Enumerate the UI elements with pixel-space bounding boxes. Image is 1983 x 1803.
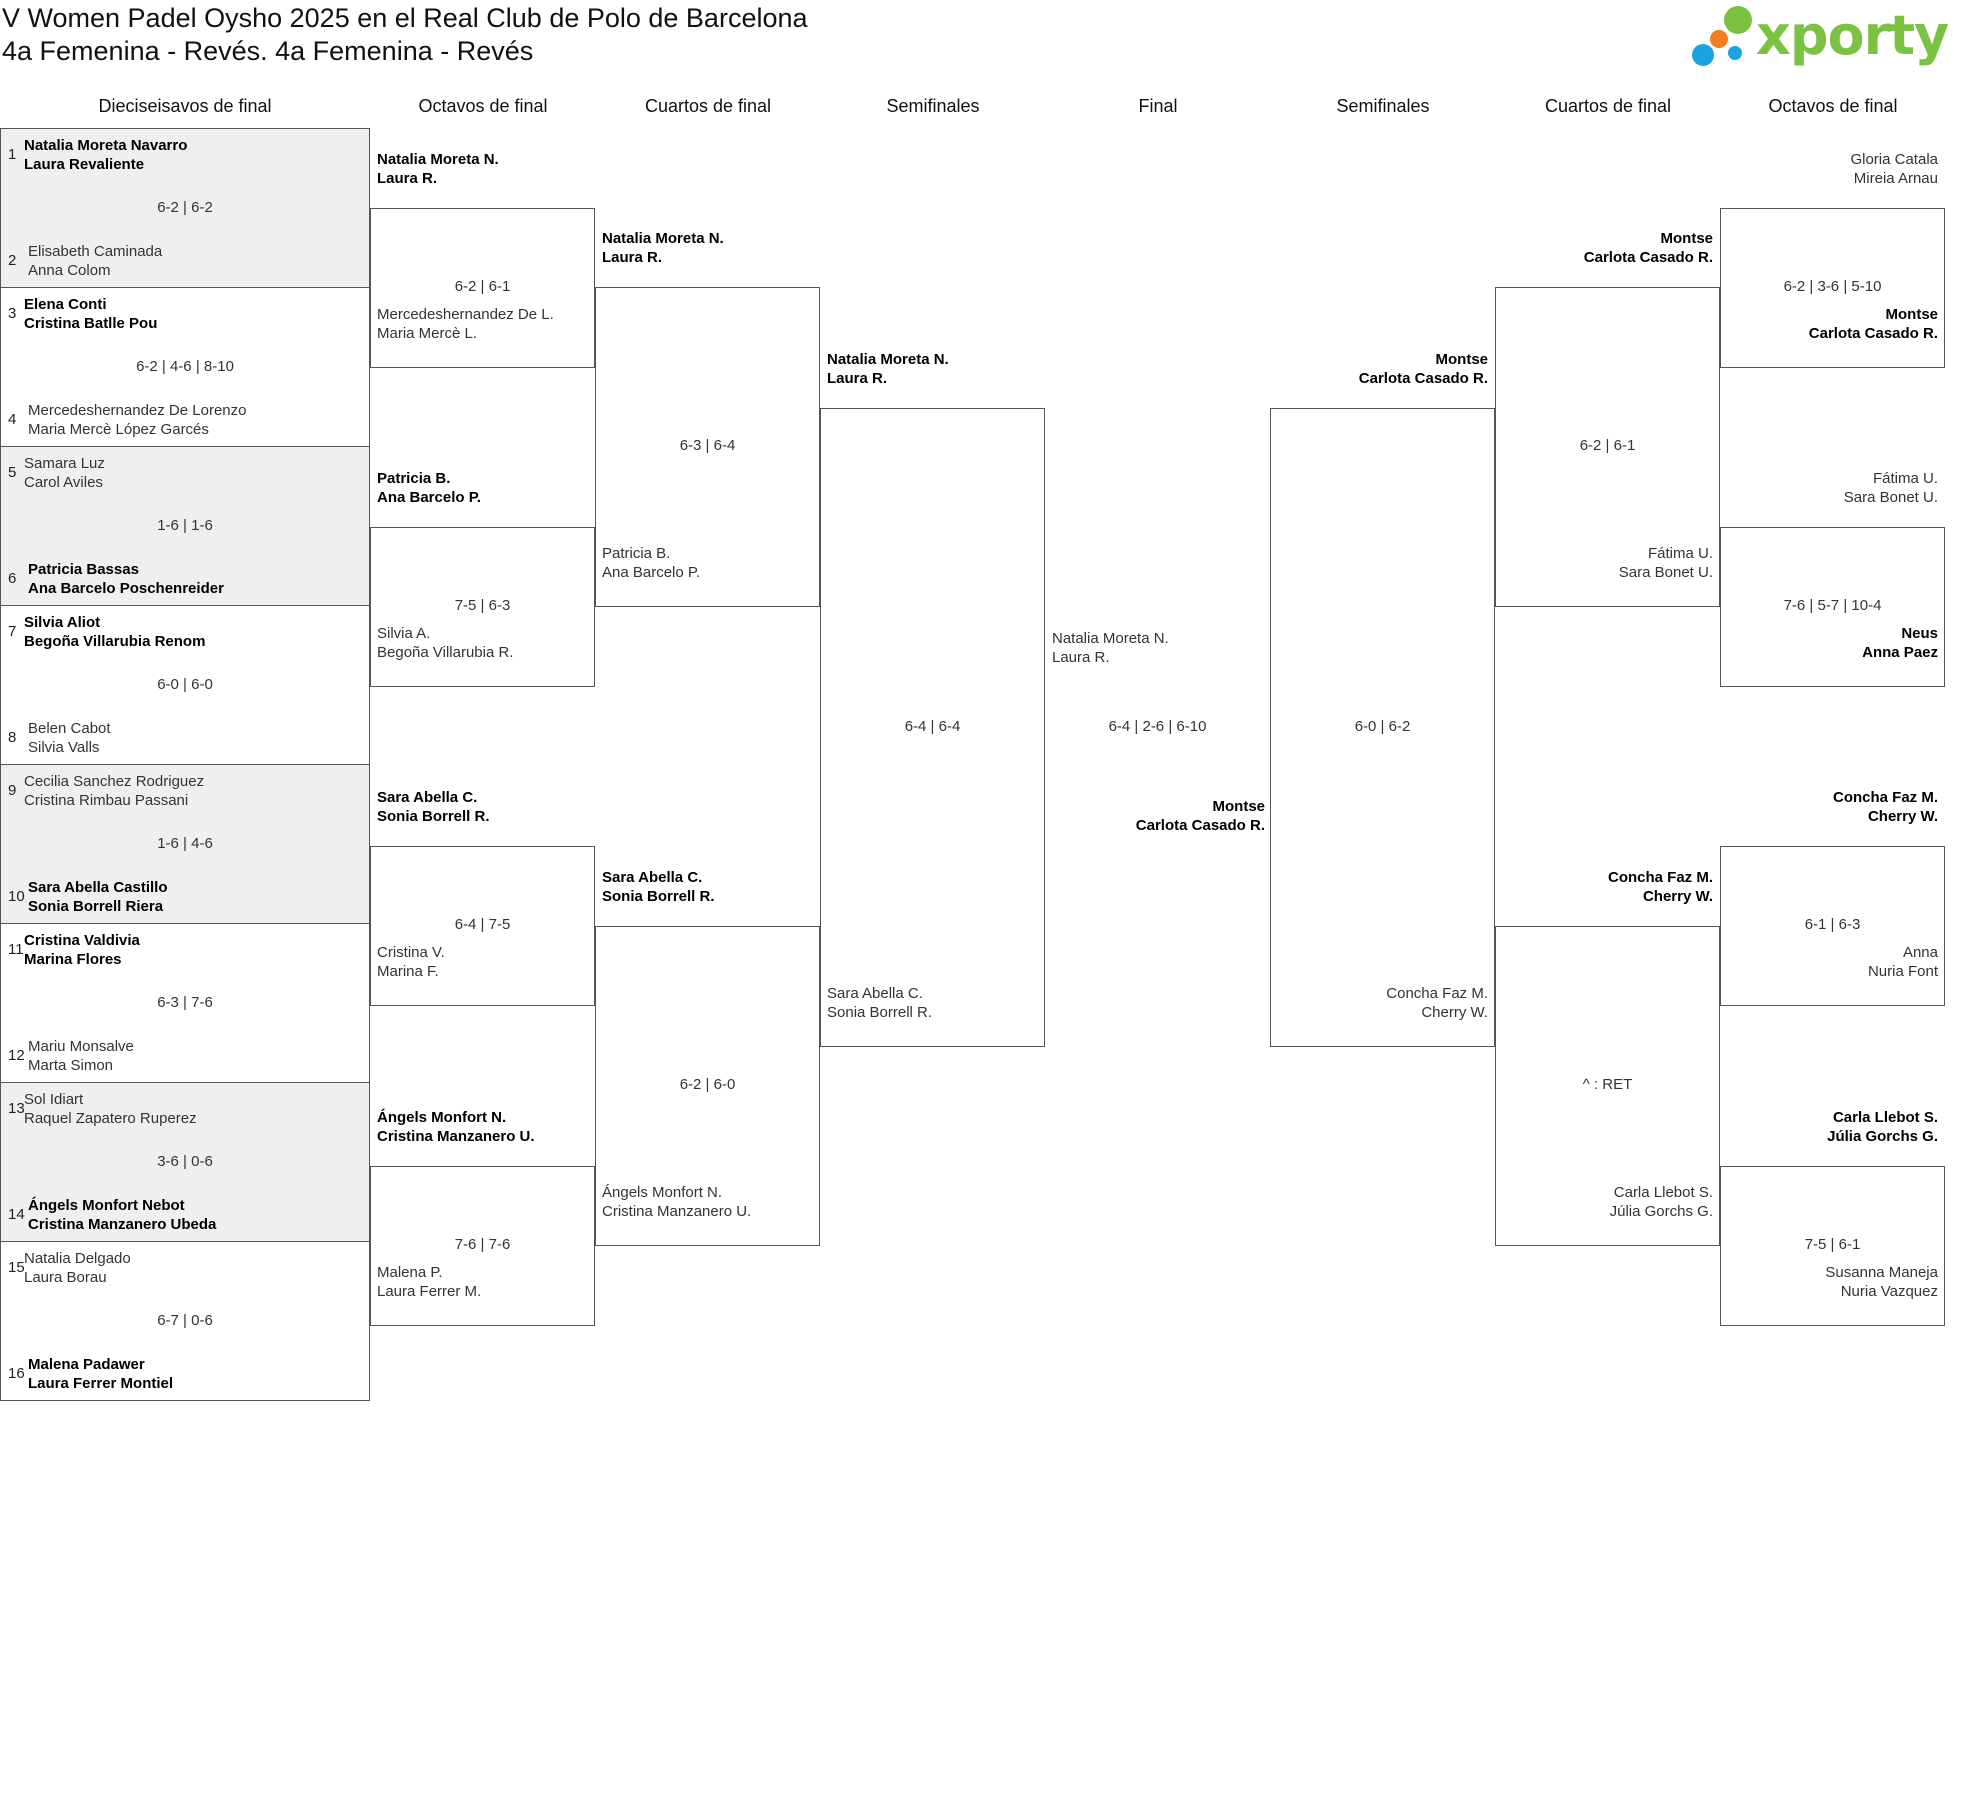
player-name: Patricia B. [602,544,671,562]
player-name: Gloria Catala [1850,150,1938,168]
player-name: Mercedeshernandez De Lorenzo [28,402,247,419]
match-score: 3-6 | 0-6 [157,1153,213,1170]
match-score: 6-4 | 7-5 [454,916,511,933]
player-name: Sara Abella C. [602,868,703,886]
player-name: Montse [1435,351,1488,368]
player-name: Fátima U. [1647,544,1713,562]
player-name: Ángels Monfort N. [377,1108,507,1126]
player-name: Begoña Villarubia Renom [24,633,206,650]
match-score: 6-2 | 6-0 [679,1076,736,1093]
match-score: 6-3 | 7-6 [157,994,213,1011]
round-header: Cuartos de final [644,96,772,116]
player-name: Sonia Borrell Riera [28,898,164,915]
logo-dot-green [1724,6,1752,34]
player-name: Samara Luz [24,455,105,472]
player-name: Natalia Moreta N. [377,150,499,168]
player-name: Anna [1902,943,1938,961]
player-name: Patricia B. [377,469,451,487]
seed-number: 6 [8,570,17,587]
seed-number: 16 [8,1365,25,1382]
player-name: Nuria Font [1867,962,1938,980]
round-header: Final [1138,96,1178,116]
match-score: 6-4 | 6-4 [904,718,961,735]
seed-number: 13 [8,1100,25,1117]
seed-number: 7 [8,623,17,640]
round-header: Cuartos de final [1544,96,1672,116]
player-name: Silvia Aliot [24,614,101,631]
seed-number: 3 [8,305,17,322]
player-name: Sonia Borrell R. [377,807,490,825]
seed-number: 12 [8,1047,25,1064]
player-name: Belen Cabot [28,720,111,737]
player-name: Laura R. [377,169,438,187]
player-name: Concha Faz M. [1832,788,1938,806]
xporty-logo [1690,4,1949,70]
player-name: Natalia Moreta Navarro [24,137,188,154]
player-name: Ana Barcelo P. [377,488,481,506]
match-score: 1-6 | 1-6 [157,517,213,534]
player-name: Carla Llebot S. [1613,1183,1713,1201]
player-name: Sol Idiart [24,1091,84,1108]
player-name: Anna Colom [28,262,111,279]
match-score: 1-6 | 4-6 [157,835,213,852]
page-title: V Women Padel Oysho 2025 en el Real Club de Polo de Barcelona [2,3,808,33]
page-subtitle: 4a Femenina - Revés. 4a Femenina - Revés [2,36,534,66]
player-name: Marina Flores [24,951,122,968]
match-score: 6-3 | 6-4 [679,437,736,454]
logo-dot-blue [1692,44,1714,66]
player-name: Natalia Moreta N. [1052,630,1169,647]
match-score: 6-2 | 6-2 [157,199,213,216]
seed-number: 5 [8,464,17,481]
player-name: Júlia Gorchs G. [1827,1127,1938,1145]
player-name: Elena Conti [24,296,107,313]
player-name: Concha Faz M. [1607,868,1713,886]
player-name: Laura Ferrer Montiel [28,1375,174,1392]
player-name: Carol Aviles [24,474,103,491]
seed-number: 11 [8,941,24,958]
seed-number: 10 [8,888,25,905]
player-name: Malena Padawer [28,1356,145,1373]
match-score: ^ : RET [1582,1076,1633,1093]
player-name: Susanna Maneja [1825,1263,1938,1281]
player-name: Mariu Monsalve [28,1038,134,1055]
player-name: Laura Borau [24,1269,107,1286]
match-score: 7-5 | 6-1 [1804,1236,1861,1253]
round-header: Dieciseisavos de final [98,96,272,116]
match-score: 6-0 | 6-0 [157,676,213,693]
player-name: Sara Abella C. [377,788,478,806]
player-name: Carlota Casado R. [1583,248,1713,266]
match-score: 6-2 | 3-6 | 5-10 [1783,278,1882,295]
player-name: Ángels Monfort N. [602,1183,723,1201]
seed-number: 14 [8,1206,25,1223]
player-name: Cristina Manzanero U. [377,1127,535,1145]
match-score: 7-5 | 6-3 [454,597,511,614]
player-name: Cristina V. [377,943,445,961]
player-name: Silvia Valls [28,739,100,756]
match-score: 6-7 | 0-6 [157,1312,213,1329]
player-name: Ana Barcelo P. [602,563,701,581]
player-name: Montse [1212,798,1265,815]
player-name: Sonia Borrell R. [827,1004,933,1021]
player-name: Sara Bonet U. [1843,488,1938,506]
player-name: Maria Mercè L. [377,324,478,342]
round-header: Semifinales [1336,96,1430,116]
player-name: Marta Simon [28,1057,114,1074]
player-name: Laura R. [827,370,888,387]
player-name: Carlota Casado R. [1135,817,1265,834]
player-name: Neus [1901,624,1938,642]
seed-number: 4 [8,411,17,428]
player-name: Cristina Rimbau Passani [24,792,189,809]
player-name: Concha Faz M. [1386,985,1488,1002]
match-score: 6-1 | 6-3 [1804,916,1861,933]
player-name: Sara Abella Castillo [28,879,168,896]
player-name: Ángels Monfort Nebot [28,1197,185,1214]
logo-dot-blue-small [1728,46,1742,60]
player-name: Patricia Bassas [28,561,139,578]
player-name: Ana Barcelo Poschenreider [28,580,224,597]
player-name: Elisabeth Caminada [28,243,163,260]
player-name: Anna Paez [1862,643,1938,661]
player-name: Sara Abella C. [827,985,923,1002]
player-name: Maria Mercè López Garcés [28,421,209,438]
seed-number: 15 [8,1259,25,1276]
player-name: Cristina Batlle Pou [24,315,158,332]
player-name: Silvia A. [377,624,431,642]
player-name: Sonia Borrell R. [602,887,715,905]
player-name: Laura Revaliente [24,156,145,173]
player-name: Carlota Casado R. [1358,370,1488,387]
player-name: Cristina Valdivia [24,932,140,949]
player-name: Cecilia Sanchez Rodriguez [24,773,205,790]
player-name: Marina F. [377,962,439,980]
player-name: Begoña Villarubia R. [377,643,514,661]
player-name: Natalia Moreta N. [827,351,949,368]
player-name: Fátima U. [1872,469,1938,487]
match-score: 6-4 | 2-6 | 6-10 [1108,718,1207,735]
player-name: Raquel Zapatero Ruperez [24,1110,197,1127]
player-name: Laura R. [602,248,663,266]
player-name: Cherry W. [1867,807,1938,825]
match-score: 6-2 | 6-1 [454,278,511,295]
match-score: 7-6 | 7-6 [454,1236,511,1253]
player-name: Montse [1885,305,1938,323]
player-name: Cherry W. [1642,887,1713,905]
player-name: Nuria Vazquez [1840,1282,1938,1300]
round-header: Octavos de final [1768,96,1898,116]
player-name: Sara Bonet U. [1618,563,1713,581]
player-name: Montse [1660,229,1713,247]
player-name: Cristina Manzanero U. [602,1202,752,1220]
match-score: 7-6 | 5-7 | 10-4 [1783,597,1882,614]
player-name: Cristina Manzanero Ubeda [28,1216,217,1233]
seed-number: 9 [8,782,17,799]
match-score: 6-0 | 6-2 [1354,718,1411,735]
player-name: Laura Ferrer M. [377,1282,482,1300]
player-name: Carlota Casado R. [1808,324,1938,342]
player-name: Júlia Gorchs G. [1609,1202,1713,1220]
player-name: Carla Llebot S. [1832,1108,1938,1126]
player-name: Malena P. [377,1263,443,1281]
player-name: Laura R. [1052,649,1110,666]
seed-number: 2 [8,252,17,269]
player-name: Mireia Arnau [1853,169,1938,187]
logo-text: xporty [1756,4,1949,67]
match-score: 6-2 | 4-6 | 8-10 [136,358,234,375]
seed-number: 8 [8,729,17,746]
player-name: Mercedeshernandez De L. [377,305,554,323]
player-name: Cherry W. [1421,1004,1488,1021]
seed-number: 1 [8,146,17,163]
round-header: Semifinales [886,96,980,116]
match-score: 6-2 | 6-1 [1579,437,1636,454]
round-header: Octavos de final [418,96,548,116]
player-name: Natalia Moreta N. [602,229,724,247]
player-name: Natalia Delgado [24,1250,131,1267]
logo-dot-orange [1710,30,1728,48]
